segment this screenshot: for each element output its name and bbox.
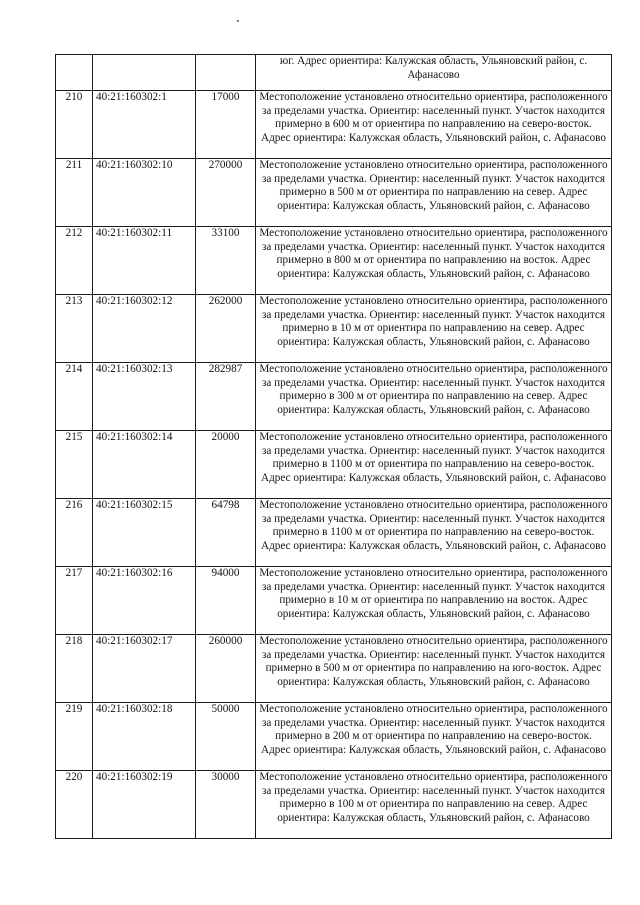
area-cell: 94000 <box>196 567 256 635</box>
area-cell: 50000 <box>196 703 256 771</box>
cadastral-number-cell: 40:21:160302:17 <box>93 635 196 703</box>
row-number-cell: 212 <box>56 227 93 295</box>
row-number-cell: 210 <box>56 91 93 159</box>
location-description-cell: Местоположение установлено относительно ориентира, расположенного за пределами участка. Ориентир: населенный пункт. Участок находится примерно в 100 м от ориентира по направлению на север. Адрес ориентира: Калужская область, Ульяновский район, с. Афанасово <box>256 771 612 839</box>
table-body <box>56 55 612 839</box>
location-description-cell: Местоположение установлено относительно ориентира, расположенного за пределами участка. Ориентир: населенный пункт. Участок находится примерно в 500 м от ориентира по направлению на юго-восток. Адрес ориентира: Калужская область, Ульяновский район, с. Афанасово <box>256 635 612 703</box>
row-number-cell: 216 <box>56 499 93 567</box>
location-description-cell: Местоположение установлено относительно ориентира, расположенного за пределами участка. Ориентир: населенный пункт. Участок находится примерно в 500 м от ориентира по направлению на север. Адрес ориентира: Калужская область, Ульяновский район, с. Афанасово <box>256 159 612 227</box>
cadastral-number-cell: 40:21:160302:12 <box>93 295 196 363</box>
area-cell: 64798 <box>196 499 256 567</box>
area-cell <box>196 55 256 91</box>
row-number-cell: 213 <box>56 295 93 363</box>
cadastral-number-cell: 40:21:160302:10 <box>93 159 196 227</box>
table-row <box>56 159 612 227</box>
table-row <box>56 499 612 567</box>
scan-speck <box>237 20 239 22</box>
area-cell: 30000 <box>196 771 256 839</box>
cadastral-number-cell: 40:21:160302:14 <box>93 431 196 499</box>
table-row <box>56 771 612 839</box>
num-cell <box>56 55 93 91</box>
table-row <box>56 567 612 635</box>
cadastral-cell <box>93 55 196 91</box>
cadastral-number-cell: 40:21:160302:1 <box>93 91 196 159</box>
cadastral-number-cell: 40:21:160302:11 <box>93 227 196 295</box>
row-number-cell: 215 <box>56 431 93 499</box>
area-cell: 33100 <box>196 227 256 295</box>
table-row <box>56 635 612 703</box>
location-description-cell: Местоположение установлено относительно ориентира, расположенного за пределами участка. Ориентир: населенный пункт. Участок находится примерно в 10 м от ориентира по направлению на восток. Адрес ориентира: Калужская область, Ульяновский район, с. Афанасово <box>256 567 612 635</box>
area-cell: 282987 <box>196 363 256 431</box>
location-description-cell: Местоположение установлено относительно ориентира, расположенного за пределами участка. Ориентир: населенный пункт. Участок находится примерно в 1100 м от ориентира по направлению на северо-восток. Адрес ориентира: Калужская область, Ульяновский район, с. Афанасово <box>256 431 612 499</box>
table-row <box>56 295 612 363</box>
table-row-continuation <box>56 55 612 91</box>
cadastral-number-cell: 40:21:160302:19 <box>93 771 196 839</box>
table-row <box>56 431 612 499</box>
cadastral-number-cell: 40:21:160302:13 <box>93 363 196 431</box>
row-number-cell: 220 <box>56 771 93 839</box>
cadastral-number-cell: 40:21:160302:15 <box>93 499 196 567</box>
location-description-cell: Местоположение установлено относительно ориентира, расположенного за пределами участка. Ориентир: населенный пункт. Участок находится примерно в 200 м от ориентира по направлению на северо-восток. Адрес ориентира: Калужская область, Ульяновский район, с. Афанасово <box>256 703 612 771</box>
location-description-cell: Местоположение установлено относительно ориентира, расположенного за пределами участка. Ориентир: населенный пункт. Участок находится примерно в 1100 м от ориентира по направлению на северо-восток. Адрес ориентира: Калужская область, Ульяновский район, с. Афанасово <box>256 499 612 567</box>
row-number-cell: 214 <box>56 363 93 431</box>
cadastral-number-cell: 40:21:160302:18 <box>93 703 196 771</box>
location-description-cell: Местоположение установлено относительно ориентира, расположенного за пределами участка. Ориентир: населенный пункт. Участок находится примерно в 300 м от ориентира по направлению на север. Адрес ориентира: Калужская область, Ульяновский район, с. Афанасово <box>256 363 612 431</box>
table-row <box>56 703 612 771</box>
location-description-cell: юг. Адрес ориентира: Калужская область, Ульяновский район, с. Афанасово <box>256 55 612 91</box>
location-description-cell: Местоположение установлено относительно ориентира, расположенного за пределами участка. Ориентир: населенный пункт. Участок находится примерно в 800 м от ориентира по направлению на восток. Адрес ориентира: Калужская область, Ульяновский район, с. Афанасово <box>256 227 612 295</box>
table-row <box>56 227 612 295</box>
area-cell: 17000 <box>196 91 256 159</box>
row-number-cell: 211 <box>56 159 93 227</box>
land-plots-table <box>55 54 612 839</box>
table-row <box>56 91 612 159</box>
row-number-cell: 217 <box>56 567 93 635</box>
location-description-cell: Местоположение установлено относительно ориентира, расположенного за пределами участка. Ориентир: населенный пункт. Участок находится примерно в 10 м от ориентира по направлению на север. Адрес ориентира: Калужская область, Ульяновский район, с. Афанасово <box>256 295 612 363</box>
area-cell: 270000 <box>196 159 256 227</box>
row-number-cell: 219 <box>56 703 93 771</box>
location-description-cell: Местоположение установлено относительно ориентира, расположенного за пределами участка. Ориентир: населенный пункт. Участок находится примерно в 600 м от ориентира по направлению на северо-восток. Адрес ориентира: Калужская область, Ульяновский район, с. Афанасово <box>256 91 612 159</box>
area-cell: 20000 <box>196 431 256 499</box>
table-row <box>56 363 612 431</box>
area-cell: 260000 <box>196 635 256 703</box>
row-number-cell: 218 <box>56 635 93 703</box>
area-cell: 262000 <box>196 295 256 363</box>
cadastral-number-cell: 40:21:160302:16 <box>93 567 196 635</box>
